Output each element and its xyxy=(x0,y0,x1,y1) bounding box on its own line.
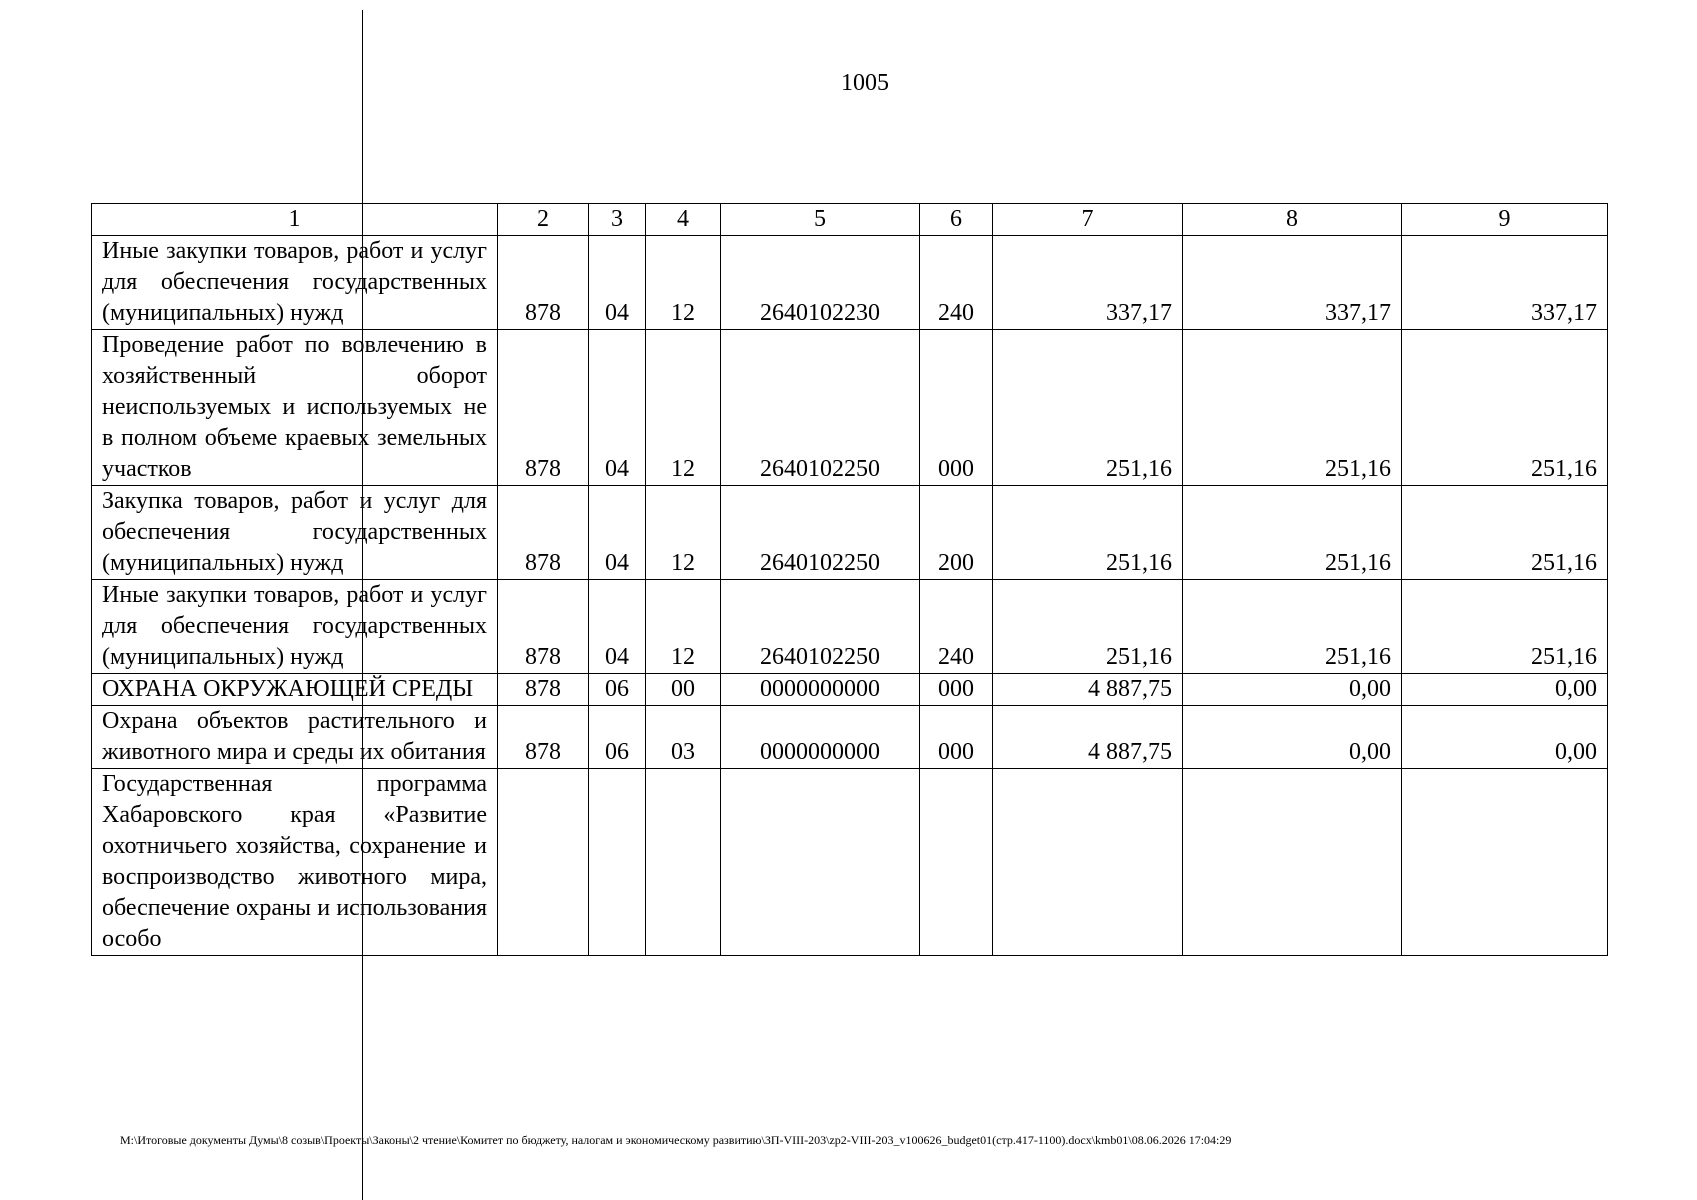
cell-c5: 2640102250 xyxy=(721,580,920,674)
cell-c6: 200 xyxy=(920,486,993,580)
cell-c3: 06 xyxy=(589,706,646,769)
cell-c4: 00 xyxy=(646,674,721,706)
cell-c2: 878 xyxy=(498,486,589,580)
table-row xyxy=(92,706,1608,769)
cell-c4: 12 xyxy=(646,236,721,330)
cell-c2: 878 xyxy=(498,236,589,330)
row-name: Иные закупки товаров, работ и услуг для обеспечения государственных (муниципальных) нужд xyxy=(92,580,498,674)
cell-c5 xyxy=(721,769,920,956)
cell-c7: 251,16 xyxy=(993,486,1183,580)
cell-c2: 878 xyxy=(498,580,589,674)
cell-c5: 2640102250 xyxy=(721,330,920,486)
cell-c9: 251,16 xyxy=(1402,486,1608,580)
header-col-4: 4 xyxy=(646,204,721,236)
cell-c8: 0,00 xyxy=(1183,674,1402,706)
cell-c5: 2640102230 xyxy=(721,236,920,330)
table-row xyxy=(92,486,1608,580)
cell-c2: 878 xyxy=(498,330,589,486)
header-col-5: 5 xyxy=(721,204,920,236)
footer-file-path: M:\Итоговые документы Думы\8 созыв\Проекты\Законы\2 чтение\Комитет по бюджету, налогам и экономическому развитию\ЗП-VIII-203\zp2-VIII-203_v100626_budget01(стр.417-1100).docx\kmb01\08.06.2026 17:04:29 xyxy=(120,1133,1232,1147)
header-col-2: 2 xyxy=(498,204,589,236)
cell-c4: 12 xyxy=(646,580,721,674)
cell-c3: 04 xyxy=(589,330,646,486)
cell-c3: 04 xyxy=(589,236,646,330)
cell-c9: 337,17 xyxy=(1402,236,1608,330)
header-col-8: 8 xyxy=(1183,204,1402,236)
table-row xyxy=(92,580,1608,674)
header-col-3: 3 xyxy=(589,204,646,236)
cell-c6: 240 xyxy=(920,580,993,674)
cell-c3: 04 xyxy=(589,486,646,580)
table-row xyxy=(92,674,1608,706)
cell-c8: 0,00 xyxy=(1183,706,1402,769)
cell-c3 xyxy=(589,769,646,956)
cell-c5: 2640102250 xyxy=(721,486,920,580)
cell-c7: 337,17 xyxy=(993,236,1183,330)
row-name: Охрана объектов растительного и животного мира и среды их обитания xyxy=(92,706,498,769)
table-row xyxy=(92,769,1608,956)
cell-c9: 0,00 xyxy=(1402,706,1608,769)
row-name: Иные закупки товаров, работ и услуг для обеспечения государственных (муниципальных) нужд xyxy=(92,236,498,330)
cell-c8: 251,16 xyxy=(1183,330,1402,486)
table-row xyxy=(92,330,1608,486)
cell-c6 xyxy=(920,769,993,956)
header-col-9: 9 xyxy=(1402,204,1608,236)
cell-c5: 0000000000 xyxy=(721,674,920,706)
cell-c3: 06 xyxy=(589,674,646,706)
cell-c8 xyxy=(1183,769,1402,956)
cell-c4 xyxy=(646,769,721,956)
cell-c6: 000 xyxy=(920,674,993,706)
header-col-1: 1 xyxy=(92,204,498,236)
cell-c7: 251,16 xyxy=(993,580,1183,674)
header-col-7: 7 xyxy=(993,204,1183,236)
row-name: Проведение работ по вовлечению в хозяйственный оборот неиспользуемых и используемых не в полном объеме краевых земельных участков xyxy=(92,330,498,486)
cell-c6: 000 xyxy=(920,330,993,486)
cell-c7: 251,16 xyxy=(993,330,1183,486)
cell-c5: 0000000000 xyxy=(721,706,920,769)
cell-c4: 12 xyxy=(646,486,721,580)
cell-c7 xyxy=(993,769,1183,956)
cell-c9 xyxy=(1402,769,1608,956)
cell-c8: 337,17 xyxy=(1183,236,1402,330)
cell-c8: 251,16 xyxy=(1183,486,1402,580)
cell-c9: 251,16 xyxy=(1402,330,1608,486)
cell-c2: 878 xyxy=(498,706,589,769)
table-row xyxy=(92,236,1608,330)
row-name: ОХРАНА ОКРУЖАЮЩЕЙ СРЕДЫ xyxy=(92,674,498,706)
cell-c7: 4 887,75 xyxy=(993,674,1183,706)
page-number: 1005 xyxy=(841,70,889,96)
budget-table xyxy=(91,203,1608,956)
header-col-6: 6 xyxy=(920,204,993,236)
cell-c9: 251,16 xyxy=(1402,580,1608,674)
row-name: Закупка товаров, работ и услуг для обеспечения государственных (муниципальных) нужд xyxy=(92,486,498,580)
cell-c4: 12 xyxy=(646,330,721,486)
cell-c7: 4 887,75 xyxy=(993,706,1183,769)
cell-c6: 240 xyxy=(920,236,993,330)
cell-c6: 000 xyxy=(920,706,993,769)
header-row xyxy=(92,204,1608,236)
cell-c2: 878 xyxy=(498,674,589,706)
cell-c2 xyxy=(498,769,589,956)
cell-c8: 251,16 xyxy=(1183,580,1402,674)
cell-c4: 03 xyxy=(646,706,721,769)
cell-c9: 0,00 xyxy=(1402,674,1608,706)
row-name: Государственная программа Хабаровского края «Развитие охотничьего хозяйства, сохранение и воспроизводство животного мира, обеспечение охраны и использования особо xyxy=(92,769,498,956)
cell-c3: 04 xyxy=(589,580,646,674)
